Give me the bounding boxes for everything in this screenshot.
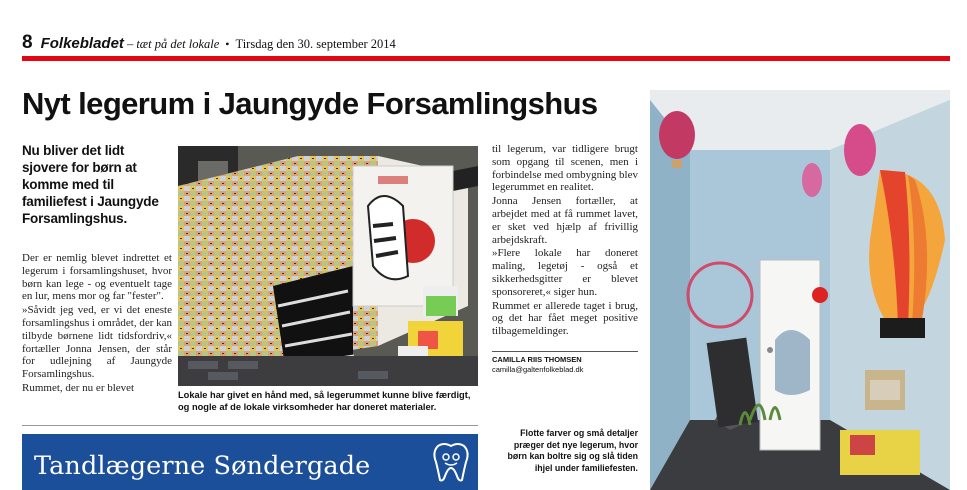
header-red-rule [22,56,950,61]
paper-name: Folkebladet [40,35,124,52]
article-lead: Nu bliver det lidt sjovere for børn at komme med til familiefest i Jaungyde Forsamlingshus. [22,143,159,226]
article-column-1 [22,252,172,396]
article-column-3 [492,143,638,339]
body-paragraph: »Flere lokale har doneret maling, legetøj - også et sikkerhedsgitter er blevet sponsoreret,« siger hun. [492,247,638,298]
page-number: 8 [22,32,33,53]
body-paragraph: Rummet, der nu er blevet [22,381,135,394]
photo-caption-balloons: Flotte farver og små detaljer præger det nye legerum, hvor børn kan boltre sig og slå tiden ihjel under familiefesten. [507,428,638,473]
author-email: camilla@galtenfolkeblad.dk [492,365,584,374]
body-paragraph: til legerum, var tidligere brugt som opgang til scenen, men i forbindelse med ombygning blev legerummet en realitet. [492,143,638,194]
body-paragraph: »Såvidt jeg ved, er vi det eneste forsamlingshus i området, der kan tilbyde børnene lidt tidsfordriv,« fortæller Jonna Jensen, der står for udlejning af Jaungyde Forsamlingshus. [22,304,172,381]
body-paragraph: Der er nemlig blevet indrettet et legerum i forsamlingshuset, hvor børn kan lege - og eventuelt tage en lur, mens mor og far "fester". [22,252,172,303]
ad-top-rule [22,425,478,426]
playroom-photo-staircase [178,146,478,386]
body-paragraph: Rummet er allerede taget i brug, og det har fået meget positive tilbagemeldinger. [492,299,638,338]
author-byline: CAMILLA RIIS THOMSEN [492,355,582,364]
body-paragraph: Jonna Jensen fortæller, at arbejdet med at få rummet lavet, er sket ved hjælp af frivillig arbejdskraft. [492,195,638,246]
photo-caption-staircase: Lokale har givet en hånd med, så legerummet kunne blive færdigt, og nogle af de lokale virksomheder har doneret materialer. [178,390,471,412]
tooth-logo-icon [430,440,472,484]
ad-title: Tandlægerne Søndergade [34,451,371,481]
issue-date: Tirsdag den 30. september 2014 [235,37,396,51]
dentist-advertisement[interactable] [22,434,478,490]
playroom-photo-balloons [650,90,950,490]
page-header [22,32,950,52]
article-headline: Nyt legerum i Jaungyde Forsamlingshus [22,86,598,121]
header-separator: • [225,37,230,51]
byline-rule [492,351,638,352]
paper-tagline: – tæt på det lokale [126,37,220,51]
